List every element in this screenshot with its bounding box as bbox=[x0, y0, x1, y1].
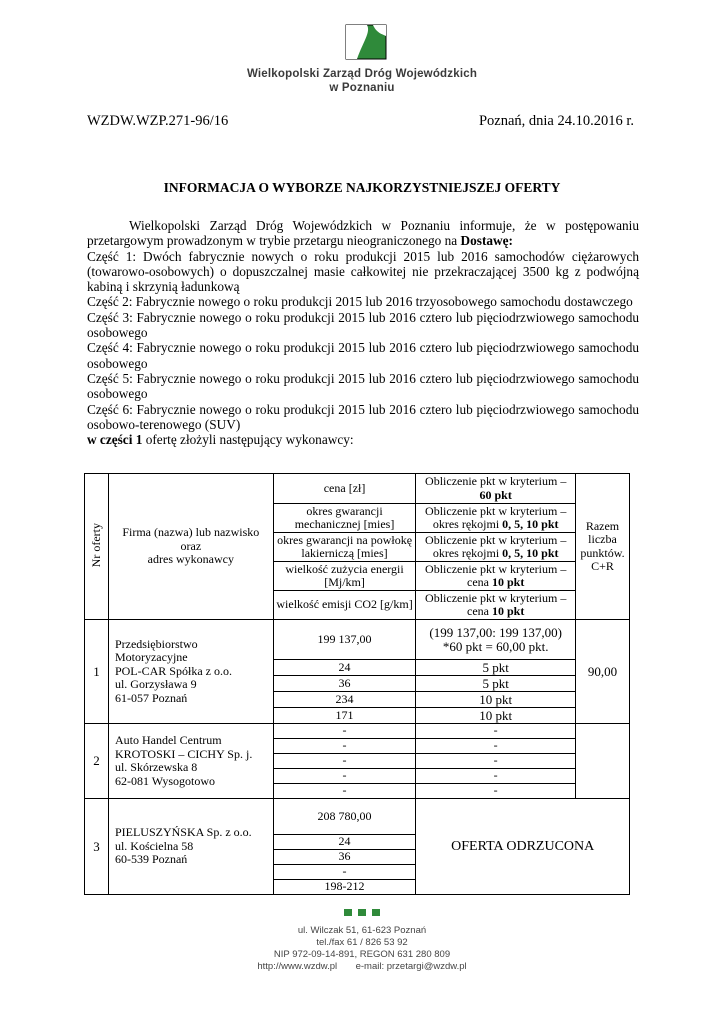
wzdw-logo-icon bbox=[345, 24, 387, 60]
offer-rejected-status: OFERTA ODRZUCONA bbox=[416, 799, 630, 895]
intro-paragraph: Wielkopolski Zarząd Dróg Wojewódzkich w Poznaniu informuje, że w postępowaniu przetargowym prowadzonym w trybie przetargu nieograniczonego na Dostawę: bbox=[87, 218, 639, 249]
part-5: Część 5: Fabrycznie nowego o roku produkcji 2015 lub 2016 cztero lub pięciodrzwiowego samochodu osobowego bbox=[87, 370, 639, 402]
offer-value: 234 bbox=[273, 692, 416, 708]
offer-points: - bbox=[416, 784, 576, 799]
offer-firm: PIELUSZYŃSKA Sp. z o.o. ul. Kościelna 58 60-539 Poznań bbox=[108, 799, 273, 895]
footer-contact bbox=[0, 961, 724, 974]
offer-value: 36 bbox=[273, 850, 416, 865]
criterion-name: wielkość zużycia energii [Mj/km] bbox=[273, 562, 416, 591]
footer-email[interactable]: e-mail: przetargi@wzdw.pl bbox=[355, 961, 467, 972]
org-name-line2: w Poznaniu bbox=[329, 82, 395, 94]
square-icon bbox=[344, 909, 352, 916]
offer-number: 1 bbox=[85, 620, 109, 724]
part-3: Część 3: Fabrycznie nowego o roku produkcji 2015 lub 2016 cztero lub pięciodrzwiowego samochodu osobowego bbox=[87, 309, 639, 341]
criterion-calc: Obliczenie pkt w kryterium – okres rękojmi 0, 5, 10 pkt bbox=[416, 533, 576, 562]
offer-value: - bbox=[273, 769, 416, 784]
offer-value: - bbox=[273, 865, 416, 880]
offer-value: 36 bbox=[273, 676, 416, 692]
square-icon bbox=[372, 909, 380, 916]
footer-phone: tel./fax 61 / 826 53 92 bbox=[316, 937, 408, 948]
col-firm-header: Firma (nazwa) lub nazwisko oraz adres wykonawcy bbox=[108, 474, 273, 620]
col-total-header: Razem liczba punktów. C+R bbox=[575, 474, 629, 620]
criterion-calc: Obliczenie pkt w kryterium – cena 10 pkt bbox=[416, 591, 576, 620]
offer-points: - bbox=[416, 739, 576, 754]
offer-total bbox=[575, 724, 629, 799]
footer-decoration bbox=[0, 908, 724, 921]
document-date: Poznań, dnia 24.10.2016 r. bbox=[478, 113, 634, 129]
reference-number: WZDW.WZP.271-96/16 bbox=[87, 113, 229, 129]
offer-value: 24 bbox=[273, 835, 416, 850]
table-row bbox=[85, 799, 630, 835]
table-row bbox=[85, 620, 630, 660]
offers-table bbox=[84, 473, 630, 895]
square-icon bbox=[358, 909, 366, 916]
offer-number: 2 bbox=[85, 724, 109, 799]
part-6: Część 6: Fabrycznie nowego o roku produkcji 2015 lub 2016 cztero lub pięciodrzwiowego samochodu osobowo-terenowego (SUV) bbox=[87, 401, 639, 432]
offer-points: - bbox=[416, 724, 576, 739]
offer-points: - bbox=[416, 769, 576, 784]
offer-points: 5 pkt bbox=[416, 676, 576, 692]
offer-value: - bbox=[273, 754, 416, 769]
criterion-calc: Obliczenie pkt w kryterium – cena 10 pkt bbox=[416, 562, 576, 591]
header-row bbox=[85, 474, 630, 504]
col-nr-header: Nr oferty bbox=[85, 474, 109, 620]
offer-value: 24 bbox=[273, 660, 416, 676]
offer-points: (199 137,00: 199 137,00) *60 pkt = 60,00 pkt. bbox=[416, 620, 576, 660]
offer-value: - bbox=[273, 784, 416, 799]
offer-value: - bbox=[273, 739, 416, 754]
offer-value: 198-212 bbox=[273, 880, 416, 895]
offers-intro: w części 1 ofertę złożyli następujący wykonawcy: bbox=[87, 432, 354, 448]
criterion-name: cena [zł] bbox=[273, 474, 416, 504]
offer-points: - bbox=[416, 754, 576, 769]
footer-address: ul. Wilczak 51, 61-623 Poznań bbox=[297, 925, 427, 936]
table-row bbox=[85, 724, 630, 739]
footer-ids: NIP 972-09-14-891, REGON 631 280 809 bbox=[273, 949, 451, 960]
offer-value: 171 bbox=[273, 708, 416, 724]
criterion-calc: Obliczenie pkt w kryterium – 60 pkt bbox=[416, 474, 576, 504]
footer-web-link[interactable]: http://www.wzdw.pl bbox=[257, 961, 338, 972]
document-title: INFORMACJA O WYBORZE NAJKORZYSTNIEJSZEJ OFERTY bbox=[163, 180, 561, 195]
part-2: Część 2: Fabrycznie nowego o roku produkcji 2015 lub 2016 trzyosobowego samochodu dostawczego bbox=[87, 294, 633, 310]
offer-total: 90,00 bbox=[575, 620, 629, 724]
org-name-line1: Wielkopolski Zarząd Dróg Wojewódzkich bbox=[246, 68, 478, 80]
part-4: Część 4: Fabrycznie nowego o roku produkcji 2015 lub 2016 cztero lub pięciodrzwiowego samochodu osobowego bbox=[87, 340, 639, 371]
criterion-name: wielkość emisji CO2 [g/km] bbox=[273, 591, 416, 620]
offer-value: 199 137,00 bbox=[273, 620, 416, 660]
part-1: Część 1: Dwóch fabrycznie nowych o roku produkcji 2015 lub 2016 samochodów ciężarowych (towarowo-osobowych) o dopuszczalnej masie całkowitej nie przekraczającej 3500 kg z podwójną kabiną i skrzynią ładunkową bbox=[87, 248, 639, 295]
offer-firm: Przedsiębiorstwo Motoryzacyjne POL-CAR Spółka z o.o. ul. Gorzysława 9 61-057 Poznań bbox=[108, 620, 273, 724]
offer-value: 208 780,00 bbox=[273, 799, 416, 835]
document-body bbox=[87, 218, 639, 447]
offer-points: 10 pkt bbox=[416, 692, 576, 708]
offer-value: - bbox=[273, 724, 416, 739]
offer-number: 3 bbox=[85, 799, 109, 895]
criterion-calc: Obliczenie pkt w kryterium – okres rękojmi 0, 5, 10 pkt bbox=[416, 504, 576, 533]
criterion-name: okres gwarancji na powłokę lakierniczą [mies] bbox=[273, 533, 416, 562]
offer-points: 5 pkt bbox=[416, 660, 576, 676]
offer-firm: Auto Handel Centrum KROTOSKI – CICHY Sp. j. ul. Skórzewska 8 62-081 Wysogotowo bbox=[108, 724, 273, 799]
criterion-name: okres gwarancji mechanicznej [mies] bbox=[273, 504, 416, 533]
offer-points: 10 pkt bbox=[416, 708, 576, 724]
